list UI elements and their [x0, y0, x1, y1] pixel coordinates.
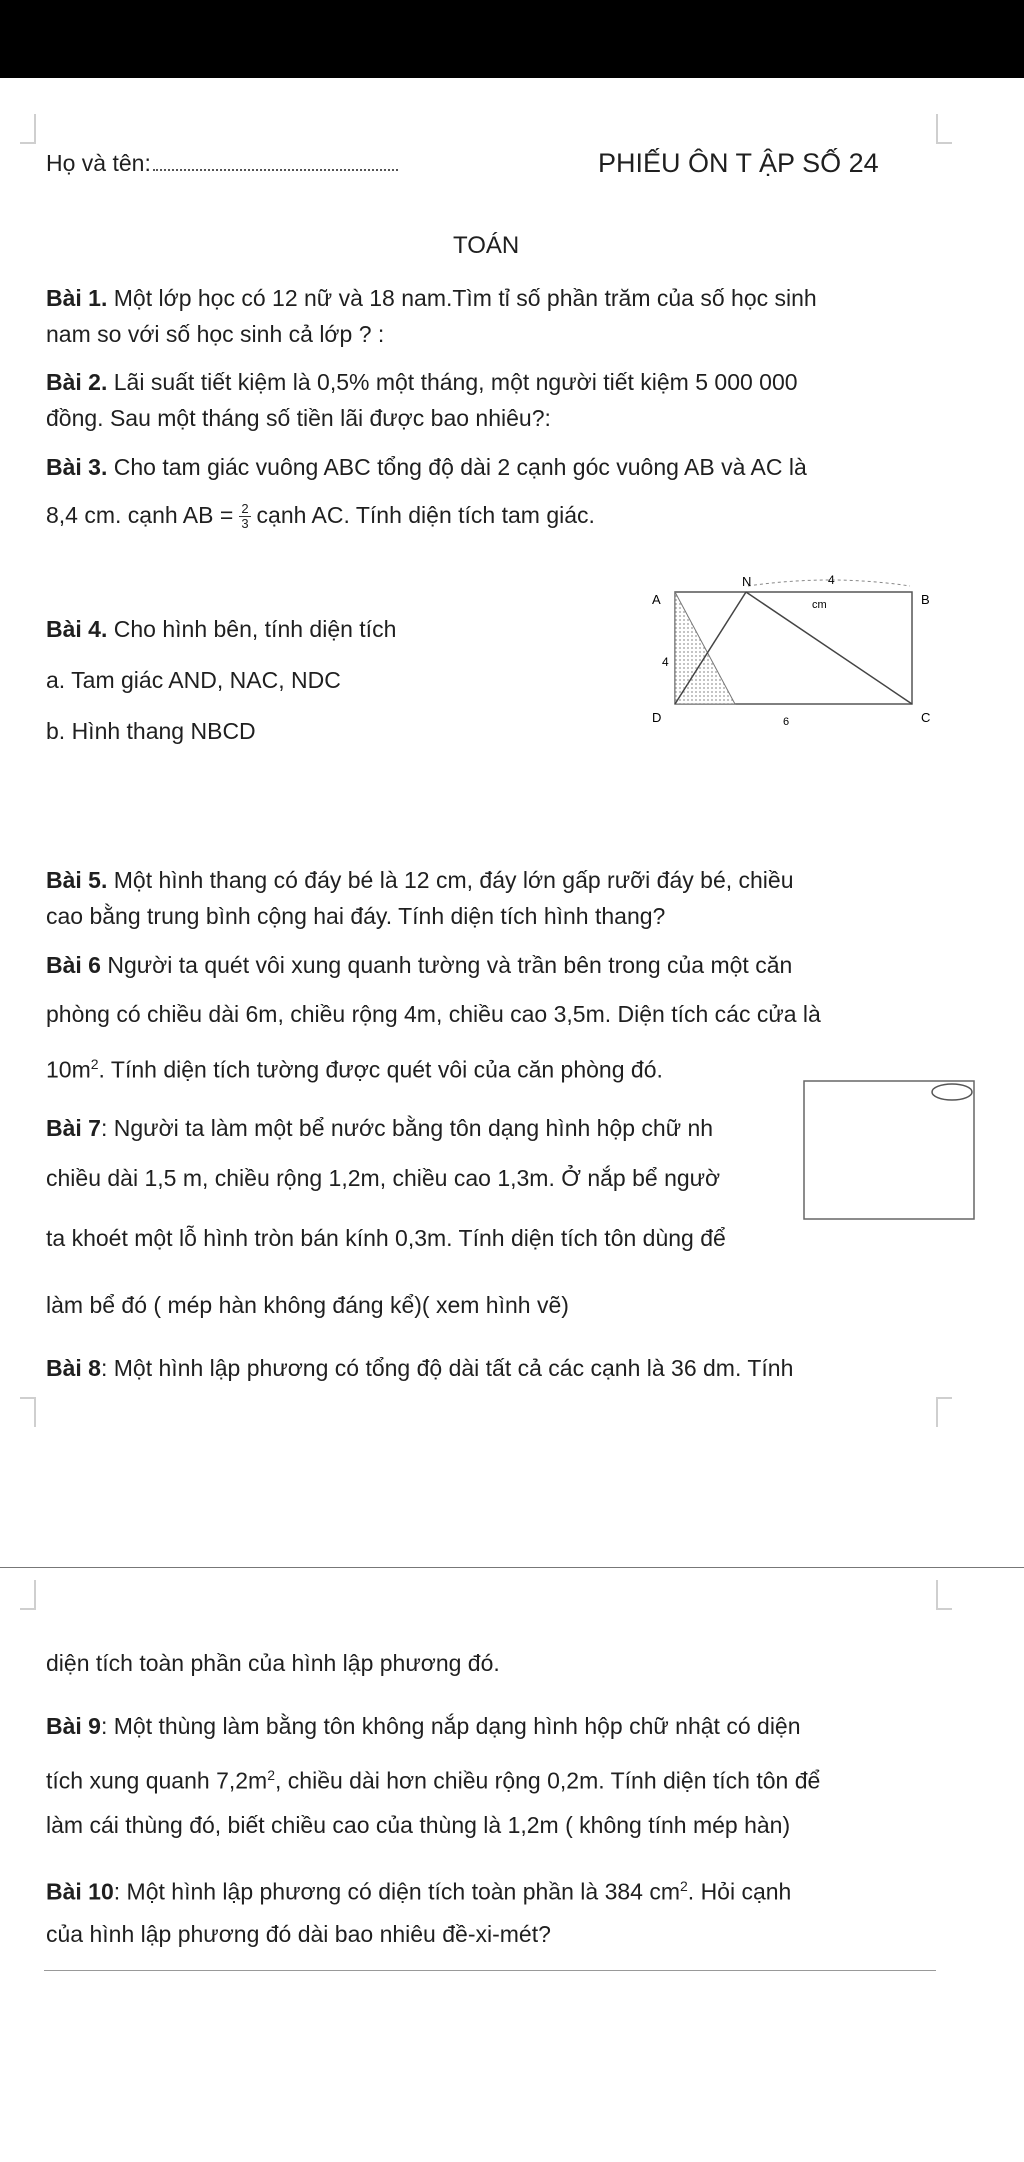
problem-label: Bài 2. — [46, 369, 108, 395]
problem-label: Bài 5. — [46, 867, 108, 893]
name-field — [46, 148, 398, 178]
superscript: 2 — [267, 1767, 276, 1783]
problem-6-line-1 — [46, 950, 792, 980]
crop-mark — [936, 1397, 952, 1427]
rectangle-figure — [630, 570, 930, 730]
problem-text: Người ta quét vôi xung quanh tường và trần bên trong của một căn — [100, 952, 793, 978]
problem-label: Bài 6 — [46, 952, 101, 978]
problem-9-line-2 — [46, 1760, 820, 1796]
problem-3-line-2 — [46, 500, 595, 531]
problem-text: : Người ta làm một bể nước bằng tôn dạng hình hộp chữ nh — [100, 1115, 714, 1141]
tank-hole — [932, 1084, 972, 1100]
problem-text: : Một hình lập phương có diện tích toàn phần là 384 cm — [113, 1878, 680, 1905]
problem-1-line-2: nam so với số học sinh cả lớp ? : — [46, 321, 385, 347]
problem-4-part-a: a. Tam giác AND, NAC, NDC — [46, 667, 341, 693]
label-a: A — [652, 592, 661, 607]
problem-5-line-1 — [46, 865, 794, 895]
problem-label: Bài 9 — [46, 1713, 101, 1739]
problem-label: Bài 3. — [46, 454, 108, 480]
problem-text: : Một hình lập phương có tổng độ dài tất cả các cạnh là 36 dm. Tính — [100, 1355, 794, 1381]
problem-3-line-1 — [46, 452, 807, 482]
name-label: Họ và tên: — [46, 150, 151, 176]
label-top-length: 4 — [828, 573, 835, 587]
label-unit: cm — [812, 599, 827, 611]
problem-6-line-3 — [46, 1049, 663, 1085]
label-left-length: 4 — [662, 655, 669, 669]
problem-label: Bài 1. — [46, 285, 108, 311]
problem-label: Bài 10 — [46, 1878, 114, 1905]
problem-8-line-2: diện tích toàn phần của hình lập phương đó. — [46, 1650, 500, 1676]
problem-5-line-2: cao bằng trung bình cộng hai đáy. Tính diện tích hình thang? — [46, 903, 666, 929]
superscript: 2 — [90, 1056, 99, 1072]
page-break — [0, 1567, 1024, 1568]
problem-4-line-1 — [46, 614, 396, 644]
label-b: B — [921, 592, 930, 607]
superscript: 2 — [680, 1878, 688, 1894]
problem-7-line-2: chiều dài 1,5 m, chiều rộng 1,2m, chiều cao 1,3m. Ở nắp bể ngườ — [46, 1165, 721, 1191]
label-bottom-length: 6 — [783, 716, 790, 728]
problem-9-line-3: làm cái thùng đó, biết chiều cao của thùng là 1,2m ( không tính mép hàn) — [46, 1812, 791, 1838]
problem-8-line-1 — [46, 1353, 793, 1383]
problem-7-line-3: ta khoét một lỗ hình tròn bán kính 0,3m. Tính diện tích tôn dùng để — [46, 1225, 726, 1251]
problem-text: . Tính diện tích tường được quét vôi của căn phòng đó. — [98, 1056, 663, 1083]
tank-figure — [800, 1080, 980, 1220]
problem-text: 8,4 cm. cạnh AB = — [46, 502, 234, 528]
problem-text: 10m — [46, 1056, 91, 1083]
problem-6-line-2: phòng có chiều dài 6m, chiều rộng 4m, chiều cao 3,5m. Diện tích các cửa là — [46, 1001, 821, 1027]
problem-4-part-b: b. Hình thang NBCD — [46, 718, 256, 744]
problem-text: Một hình thang có đáy bé là 12 cm, đáy lớn gấp rưỡi đáy bé, chiều — [107, 867, 794, 893]
tank-box — [804, 1081, 974, 1219]
problem-text: , chiều dài hơn chiều rộng 0,2m. Tính diện tích tôn để — [275, 1767, 821, 1794]
problem-text: . Hỏi cạnh — [687, 1878, 792, 1905]
segment-nc — [746, 592, 912, 704]
problem-2-line-1 — [46, 367, 798, 397]
top-black-bar — [0, 0, 1024, 78]
problem-2-line-2: đồng. Sau một tháng số tiền lãi được bao nhiêu?: — [46, 405, 551, 431]
problem-text: Lãi suất tiết kiệm là 0,5% một tháng, một người tiết kiệm 5 000 000 — [107, 369, 798, 395]
footer-rule — [44, 1970, 936, 1971]
problem-text: : Một thùng làm bằng tôn không nắp dạng hình hộp chữ nhật có diện — [100, 1713, 801, 1739]
problem-label: Bài 4. — [46, 616, 108, 642]
problem-label: Bài 8 — [46, 1355, 101, 1381]
crop-mark — [20, 1580, 36, 1610]
problem-text: Cho tam giác vuông ABC tổng độ dài 2 cạnh góc vuông AB và AC là — [107, 454, 807, 480]
problem-text: tích xung quanh 7,2m — [46, 1767, 268, 1794]
problem-text: cạnh AC. Tính diện tích tam giác. — [256, 502, 595, 528]
fraction-two-thirds — [239, 502, 250, 531]
problem-10-line-1 — [46, 1871, 791, 1907]
problem-text: Một lớp học có 12 nữ và 18 nam.Tìm tỉ số phần trăm của số học sinh — [107, 285, 817, 311]
fraction-denominator: 3 — [241, 516, 249, 532]
shaded-triangle — [675, 592, 735, 704]
name-blank — [153, 169, 398, 171]
label-c: C — [921, 710, 930, 725]
crop-mark — [936, 1580, 952, 1610]
crop-mark — [20, 114, 36, 144]
fraction-numerator: 2 — [241, 501, 249, 517]
problem-1-line-1 — [46, 283, 817, 313]
problem-9-line-1 — [46, 1711, 801, 1741]
subject-heading: TOÁN — [453, 232, 520, 259]
worksheet-title: PHIẾU ÔN T ẬP SỐ 24 — [598, 148, 879, 178]
problem-7-line-4: làm bể đó ( mép hàn không đáng kể)( xem hình vẽ) — [46, 1292, 569, 1318]
crop-mark — [936, 114, 952, 144]
label-n: N — [742, 574, 752, 589]
problem-text: Cho hình bên, tính diện tích — [107, 616, 397, 642]
problem-7-line-1 — [46, 1113, 713, 1143]
crop-mark — [20, 1397, 36, 1427]
label-d: D — [652, 710, 662, 725]
problem-10-line-2: của hình lập phương đó dài bao nhiêu đề-xi-mét? — [46, 1921, 551, 1947]
problem-label: Bài 7 — [46, 1115, 101, 1141]
